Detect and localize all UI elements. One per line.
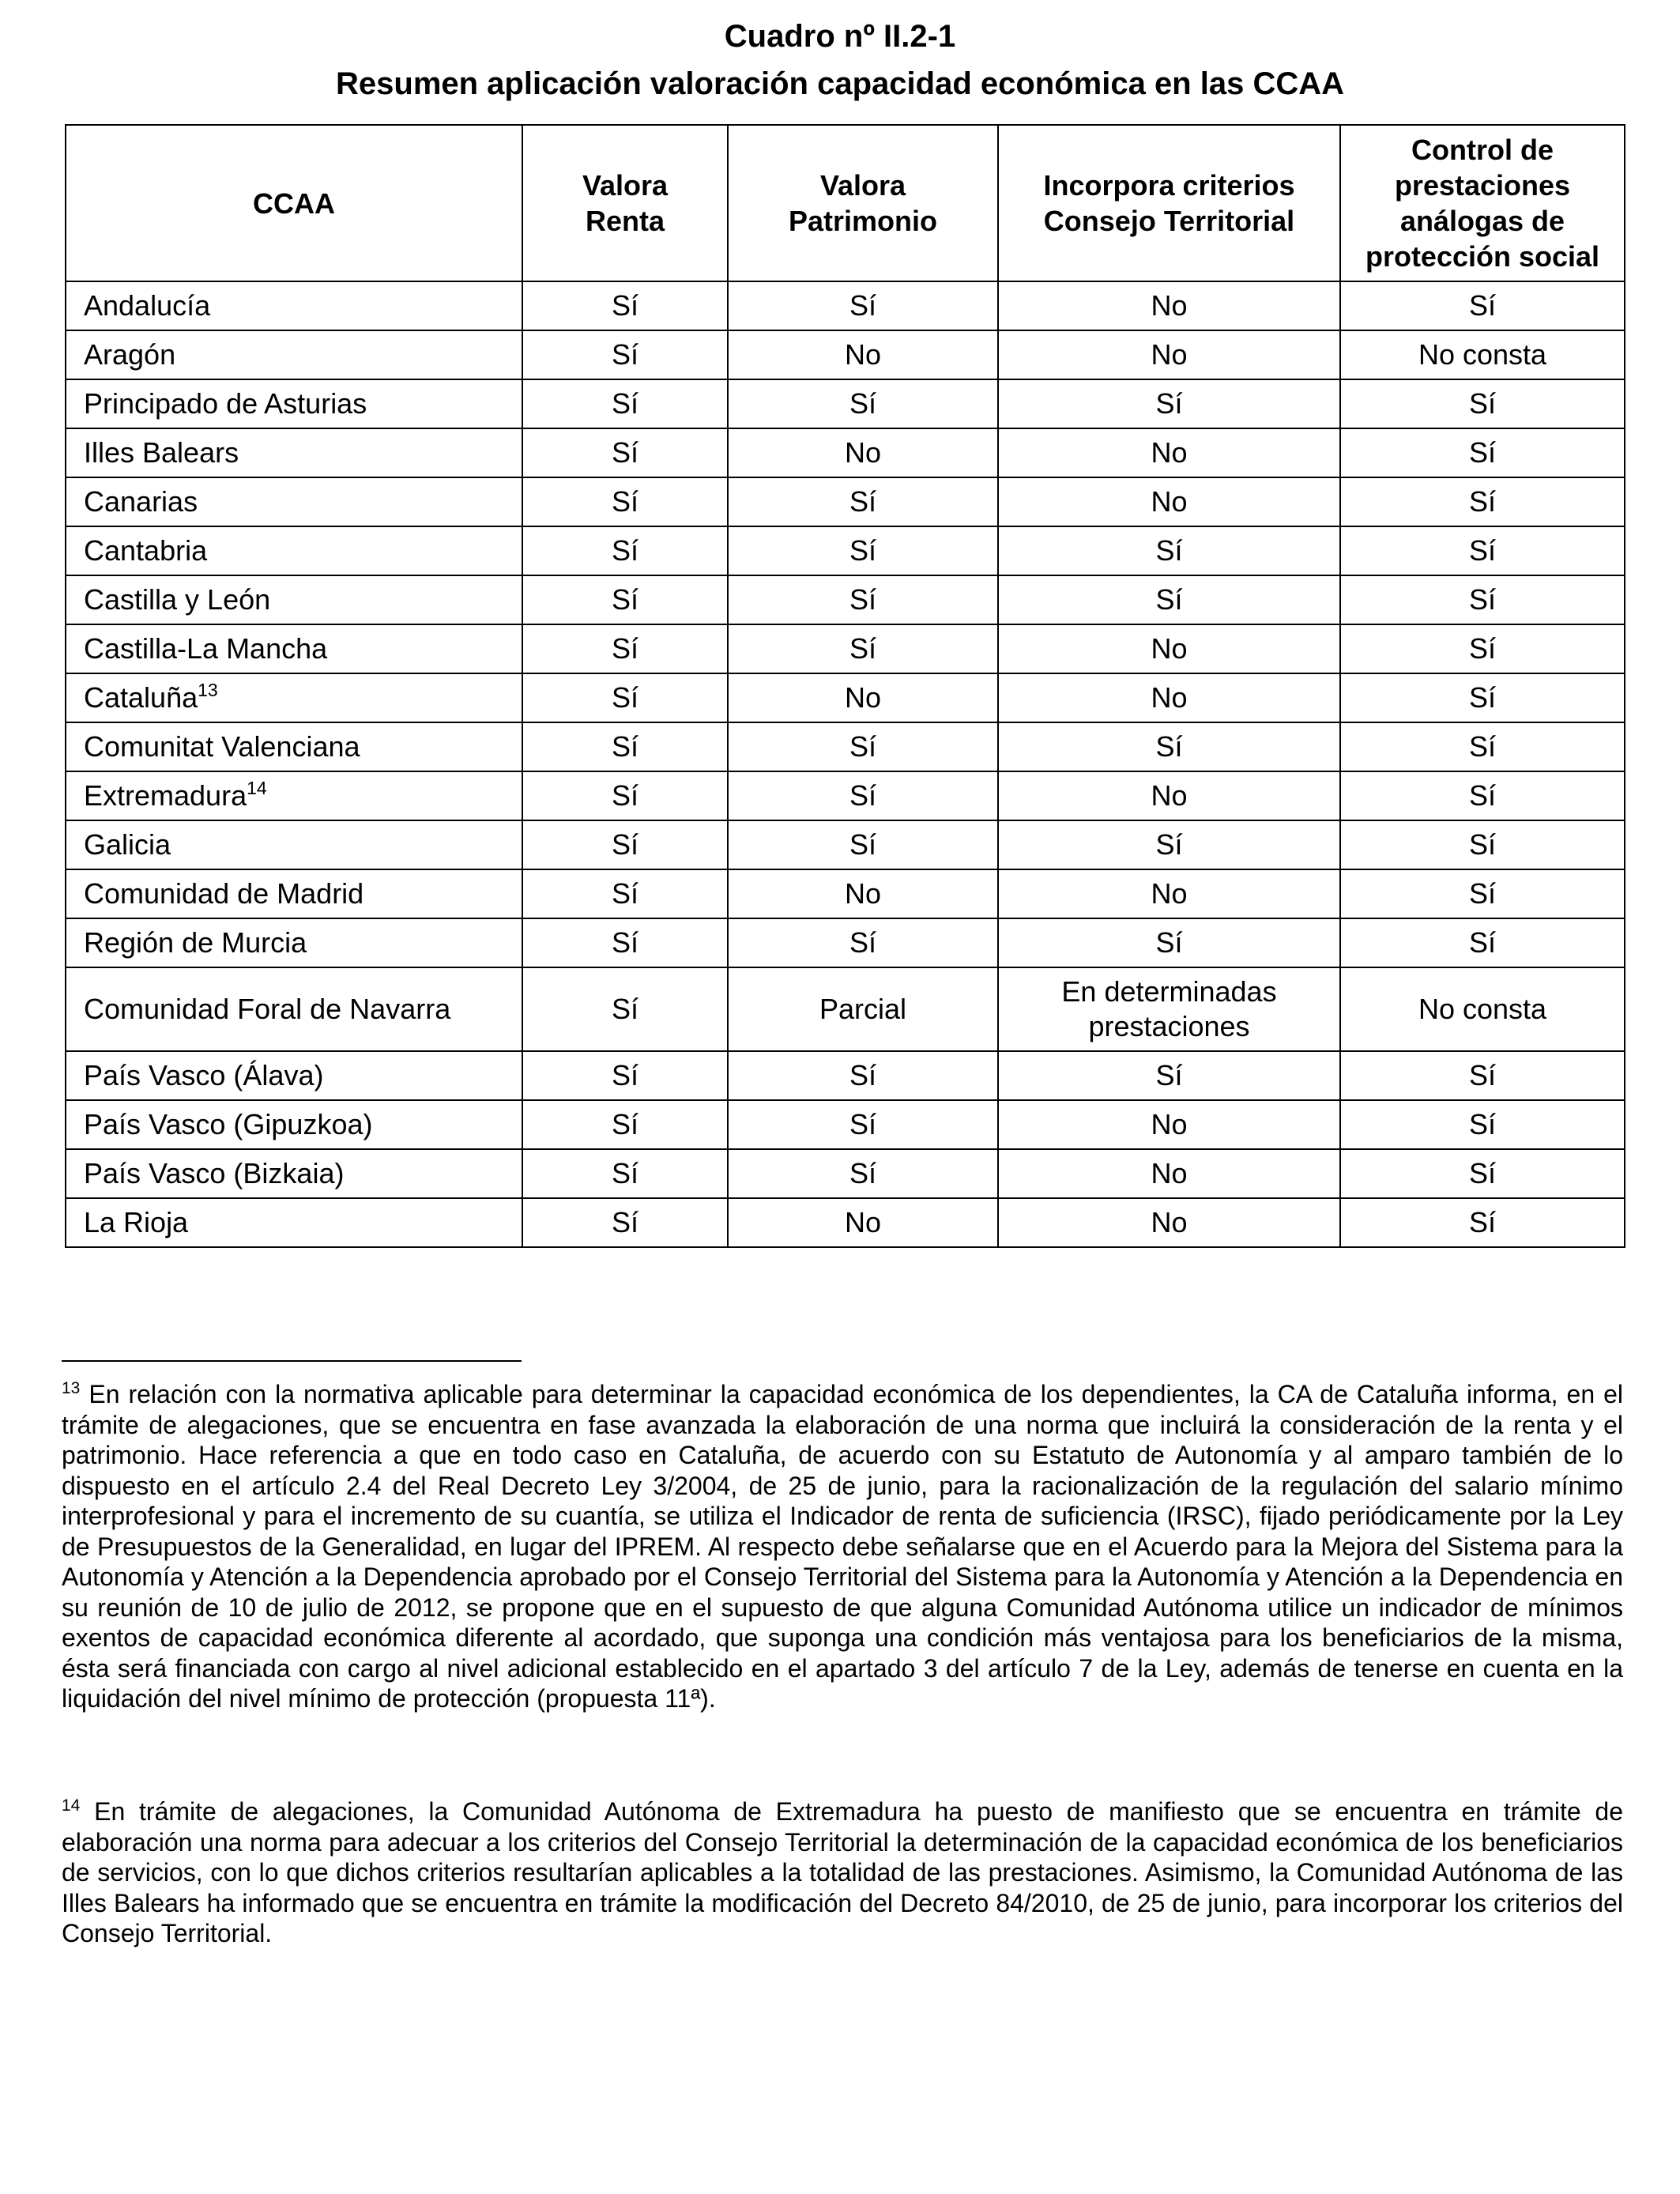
- cell-control: Sí: [1340, 771, 1625, 820]
- table-subtitle: Resumen aplicación valoración capacidad económica en las CCAA: [336, 66, 1344, 101]
- footnote-14: [62, 1796, 1623, 1949]
- ccaa-name: Andalucía: [84, 289, 211, 322]
- table-row: [66, 967, 1625, 1051]
- cell-renta: Sí: [522, 820, 728, 869]
- cell-control: Sí: [1340, 1149, 1625, 1198]
- cell-ccaa: [66, 820, 522, 869]
- cell-renta: Sí: [522, 477, 728, 526]
- cell-patrimonio: Sí: [728, 281, 998, 330]
- footnote-13: [62, 1379, 1623, 1714]
- cell-control: Sí: [1340, 673, 1625, 722]
- cell-control: Sí: [1340, 869, 1625, 918]
- cell-ccaa: [66, 428, 522, 477]
- cell-criterios: Sí: [998, 918, 1340, 967]
- cell-renta: Sí: [522, 1198, 728, 1247]
- cell-criterios: Sí: [998, 722, 1340, 771]
- table-row: [66, 379, 1625, 428]
- cell-renta: Sí: [522, 379, 728, 428]
- cell-patrimonio: No: [728, 673, 998, 722]
- table-row: [66, 722, 1625, 771]
- cell-criterios: No: [998, 428, 1340, 477]
- cell-patrimonio: Parcial: [728, 967, 998, 1051]
- cell-criterios: No: [998, 624, 1340, 673]
- cell-control: Sí: [1340, 820, 1625, 869]
- header-valora-patrimonio: Valora Patrimonio: [728, 125, 998, 281]
- cell-ccaa: [66, 918, 522, 967]
- cell-patrimonio: Sí: [728, 1149, 998, 1198]
- cell-criterios: No: [998, 1198, 1340, 1247]
- cell-criterios: No: [998, 771, 1340, 820]
- ccaa-name: Canarias: [84, 485, 198, 518]
- cell-patrimonio: Sí: [728, 820, 998, 869]
- ccaa-name: Illes Balears: [84, 436, 239, 469]
- cell-criterios: No: [998, 673, 1340, 722]
- table-row: [66, 1198, 1625, 1247]
- cell-control: Sí: [1340, 624, 1625, 673]
- cell-renta: Sí: [522, 673, 728, 722]
- cell-ccaa: [66, 869, 522, 918]
- cell-criterios: No: [998, 1149, 1340, 1198]
- cell-ccaa: [66, 1100, 522, 1149]
- ccaa-name: País Vasco (Bizkaia): [84, 1157, 345, 1189]
- cell-criterios: Sí: [998, 575, 1340, 624]
- ccaa-name: País Vasco (Gipuzkoa): [84, 1108, 373, 1140]
- table-row: [66, 771, 1625, 820]
- ccaa-name: Comunitat Valenciana: [84, 730, 360, 763]
- table-row: [66, 330, 1625, 379]
- cell-patrimonio: Sí: [728, 624, 998, 673]
- table-row: [66, 624, 1625, 673]
- table-row: [66, 477, 1625, 526]
- cell-ccaa: [66, 967, 522, 1051]
- cell-ccaa: [66, 575, 522, 624]
- cell-ccaa: [66, 1051, 522, 1100]
- cell-renta: Sí: [522, 428, 728, 477]
- cell-ccaa: [66, 379, 522, 428]
- cell-criterios: Sí: [998, 1051, 1340, 1100]
- cell-renta: Sí: [522, 1149, 728, 1198]
- cell-control: Sí: [1340, 918, 1625, 967]
- cell-criterios: No: [998, 1100, 1340, 1149]
- cell-renta: Sí: [522, 624, 728, 673]
- cell-control: Sí: [1340, 281, 1625, 330]
- cell-control: Sí: [1340, 1198, 1625, 1247]
- cell-criterios: En determinadas prestaciones: [998, 967, 1340, 1051]
- cell-patrimonio: Sí: [728, 771, 998, 820]
- cell-patrimonio: Sí: [728, 1100, 998, 1149]
- cell-control: Sí: [1340, 477, 1625, 526]
- ccaa-name: Aragón: [84, 338, 176, 371]
- cell-patrimonio: Sí: [728, 918, 998, 967]
- ccaa-name: La Rioja: [84, 1206, 189, 1238]
- table-row: [66, 1100, 1625, 1149]
- cell-criterios: No: [998, 869, 1340, 918]
- cell-patrimonio: No: [728, 330, 998, 379]
- cell-ccaa: [66, 281, 522, 330]
- cell-renta: Sí: [522, 869, 728, 918]
- cell-renta: Sí: [522, 575, 728, 624]
- cell-patrimonio: No: [728, 1198, 998, 1247]
- cell-renta: Sí: [522, 1100, 728, 1149]
- cell-ccaa: [66, 526, 522, 575]
- ccaa-name: Castilla y León: [84, 583, 271, 616]
- ccaa-name: Castilla-La Mancha: [84, 632, 328, 665]
- cell-patrimonio: Sí: [728, 526, 998, 575]
- ccaa-name: Principado de Asturias: [84, 387, 367, 420]
- cell-control: Sí: [1340, 1051, 1625, 1100]
- ccaa-name: País Vasco (Álava): [84, 1059, 324, 1091]
- cell-renta: Sí: [522, 281, 728, 330]
- footnote-ref: 13: [198, 680, 218, 700]
- cell-ccaa: [66, 477, 522, 526]
- cell-renta: Sí: [522, 330, 728, 379]
- table-row: [66, 526, 1625, 575]
- cell-ccaa: [66, 1149, 522, 1198]
- ccaa-name: Comunidad de Madrid: [84, 877, 364, 910]
- cell-patrimonio: Sí: [728, 379, 998, 428]
- footnote-number: 13: [62, 1379, 81, 1397]
- cell-control: Sí: [1340, 526, 1625, 575]
- header-valora-renta: Valora Renta: [522, 125, 728, 281]
- cell-renta: Sí: [522, 1051, 728, 1100]
- table-row: [66, 673, 1625, 722]
- cell-ccaa: [66, 722, 522, 771]
- cell-criterios: Sí: [998, 379, 1340, 428]
- table-row: [66, 428, 1625, 477]
- cell-ccaa: [66, 771, 522, 820]
- footnote-text: En relación con la normativa aplicable para determinar la capacidad económica de los dependientes, la CA de Cataluña informa, en el trámite de alegaciones, que se encuentra en fase avanzada la elaboración de una norma que incluirá la consideración de la renta y el patrimonio. Hace referencia a que en todo caso en Cataluña, de acuerdo con su Estatuto de Autonomía y al amparo también de lo dispuesto en el artículo 2.4 del Real Decreto Ley 3/2004, de 25 de junio, para la racionalización de la regulación del salario mínimo interprofesional y para el incremento de su cuantía, se utiliza el Indicador de renta de suficiencia (IRSC), fijado periódicamente por la Ley de Presupuestos de la Generalidad, en lugar del IPREM. Al respecto debe señalarse que en el Acuerdo para la Mejora del Sistema para la Autonomía y Atención a la Dependencia aprobado por el Consejo Territorial del Sistema para la Autonomía y Atención a la Dependencia en su reunión de 10 de julio de 2012, se propone que en el supuesto de que alguna Comunidad Autónoma utilice un indicador de mínimos exentos de capacidad económica diferente al acordado, que suponga una condición más ventajosa para los beneficiarios de la misma, ésta será financiada con cargo al nivel adicional establecido en el apartado 3 del artículo 7 de la Ley, además de tenerse en cuenta en la liquidación del nivel mínimo de protección (propuesta 11ª).: [62, 1380, 1624, 1713]
- cell-renta: Sí: [522, 722, 728, 771]
- ccaa-summary-table: [65, 124, 1625, 1248]
- table-row: [66, 1051, 1625, 1100]
- cell-control: Sí: [1340, 575, 1625, 624]
- cell-renta: Sí: [522, 526, 728, 575]
- cell-criterios: No: [998, 477, 1340, 526]
- cell-renta: Sí: [522, 967, 728, 1051]
- cell-ccaa: [66, 330, 522, 379]
- cell-ccaa: [66, 673, 522, 722]
- ccaa-name: Extremadura: [84, 779, 247, 812]
- table-row: [66, 575, 1625, 624]
- footnote-ref: 14: [247, 778, 267, 798]
- cell-patrimonio: Sí: [728, 1051, 998, 1100]
- header-ccaa: CCAA: [66, 125, 522, 281]
- ccaa-name: Galicia: [84, 828, 171, 861]
- table-row: [66, 869, 1625, 918]
- footnote-number: 14: [62, 1796, 81, 1815]
- ccaa-name: Cantabria: [84, 534, 208, 567]
- cell-criterios: Sí: [998, 526, 1340, 575]
- cell-renta: Sí: [522, 771, 728, 820]
- table-row: [66, 820, 1625, 869]
- cell-control: No consta: [1340, 967, 1625, 1051]
- table-row: [66, 1149, 1625, 1198]
- cell-patrimonio: No: [728, 869, 998, 918]
- cell-ccaa: [66, 624, 522, 673]
- cell-control: Sí: [1340, 379, 1625, 428]
- cell-patrimonio: Sí: [728, 477, 998, 526]
- cell-patrimonio: No: [728, 428, 998, 477]
- cell-control: Sí: [1340, 428, 1625, 477]
- header-control-prestaciones: Control de prestaciones análogas de protección social: [1340, 125, 1625, 281]
- cell-criterios: No: [998, 330, 1340, 379]
- cell-patrimonio: Sí: [728, 722, 998, 771]
- header-incorpora-criterios: Incorpora criterios Consejo Territorial: [998, 125, 1340, 281]
- cell-criterios: Sí: [998, 820, 1340, 869]
- ccaa-name: Cataluña: [84, 681, 198, 714]
- ccaa-name: Región de Murcia: [84, 926, 307, 959]
- table-row: [66, 281, 1625, 330]
- table-header-row: [66, 125, 1625, 281]
- cell-renta: Sí: [522, 918, 728, 967]
- cell-control: No consta: [1340, 330, 1625, 379]
- footnote-separator: [62, 1360, 522, 1362]
- cell-criterios: No: [998, 281, 1340, 330]
- footnote-text: En trámite de alegaciones, la Comunidad Autónoma de Extremadura ha puesto de manifiesto que se encuentra en trámite de elaboración una norma para adecuar a los criterios del Consejo Territorial la determinación de la capacidad económica de los beneficiarios de servicios, con lo que dichos criterios resultarían aplicables a la totalidad de las prestaciones. Asimismo, la Comunidad Autónoma de las Illes Balears ha informado que se encuentra en trámite la modificación del Decreto 84/2010, de 25 de junio, para incorporar los criterios del Consejo Territorial.: [62, 1797, 1624, 1947]
- cell-control: Sí: [1340, 722, 1625, 771]
- cell-patrimonio: Sí: [728, 575, 998, 624]
- cell-control: Sí: [1340, 1100, 1625, 1149]
- ccaa-name: Comunidad Foral de Navarra: [84, 993, 451, 1025]
- table-row: [66, 918, 1625, 967]
- table-title: Cuadro nº II.2-1: [724, 19, 956, 54]
- cell-ccaa: [66, 1198, 522, 1247]
